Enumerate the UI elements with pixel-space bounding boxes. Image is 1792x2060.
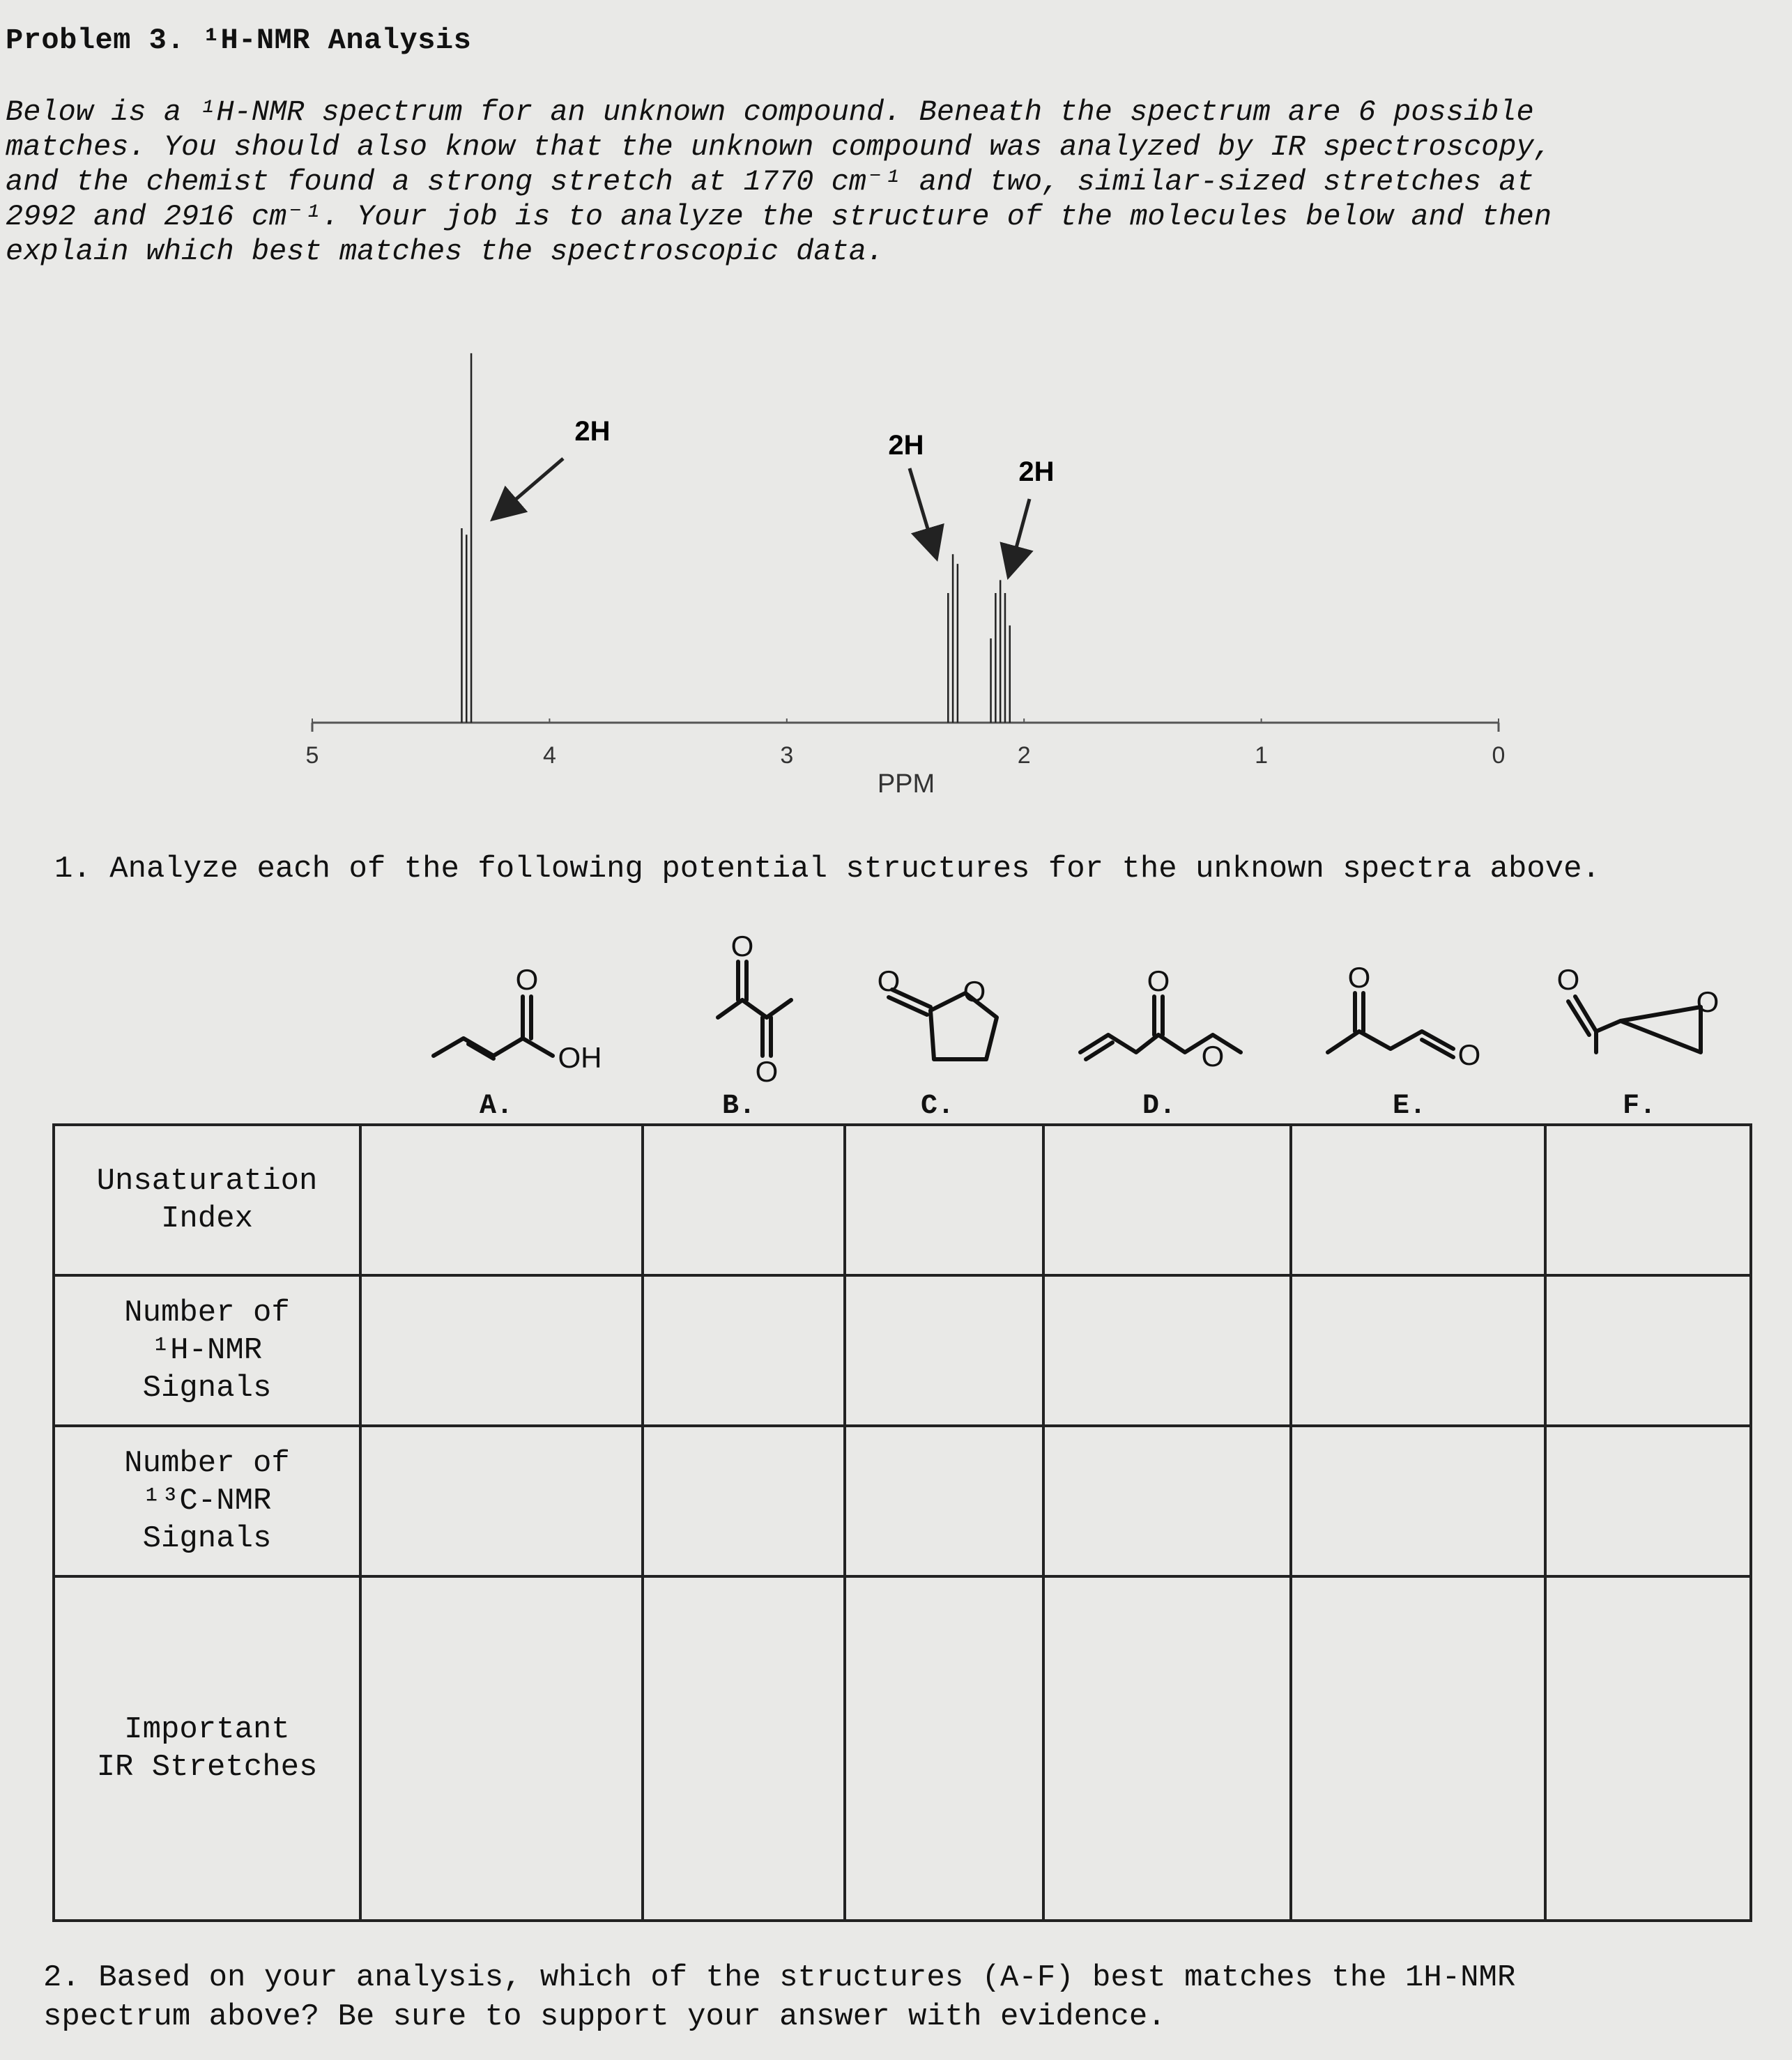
x-tick-label-5: 5 bbox=[305, 742, 319, 769]
arrow-3 bbox=[1012, 499, 1029, 563]
nmr-spectrum bbox=[0, 307, 1792, 822]
cell-ir-c[interactable] bbox=[845, 1576, 1043, 1921]
atom-e-o1: O bbox=[1347, 961, 1371, 994]
cell-hnmr-a[interactable] bbox=[360, 1275, 643, 1426]
structure-b bbox=[718, 962, 791, 1056]
structure-label-a: A. bbox=[479, 1091, 514, 1122]
x-tick-label-3: 3 bbox=[780, 742, 794, 769]
cell-hnmr-e[interactable] bbox=[1291, 1275, 1545, 1426]
structures bbox=[0, 920, 1792, 1129]
problem-title: Problem 3. ¹H-NMR Analysis bbox=[6, 24, 472, 57]
atom-a-oh: OH bbox=[558, 1041, 602, 1074]
question-2: 2. Based on your analysis, which of the structures (A-F) best matches the 1H-NMR spectrum above? Be sure to support your answer with evidence. bbox=[43, 1960, 1516, 2034]
cell-cnmr-f[interactable] bbox=[1545, 1426, 1751, 1576]
atom-b-o2: O bbox=[755, 1055, 779, 1088]
atom-c-o1: O bbox=[877, 964, 901, 997]
problem-intro: Below is a ¹H-NMR spectrum for an unknown compound. Beneath the spectrum are 6 possible matches. You should also know that the unknown compound was analyzed by IR spectroscopy, and the chemist found a strong stretch at 1770 cm⁻¹ and two, similar-sized stretches at 2992 and 2916 cm⁻¹. Your job is to analyze the structure of the molecules below and then explain which best matches the spectroscopic data. bbox=[6, 95, 1552, 268]
cell-ir-a[interactable] bbox=[360, 1576, 643, 1921]
row-header-c-nmr: Number of ¹³C-NMR Signals bbox=[54, 1426, 360, 1576]
atom-e-o2: O bbox=[1457, 1038, 1481, 1071]
arrow-2 bbox=[910, 468, 933, 545]
atom-d-o1: O bbox=[1147, 964, 1170, 997]
atom-f-o1: O bbox=[1556, 963, 1580, 996]
structure-label-d: D. bbox=[1142, 1091, 1177, 1122]
x-axis-label: PPM bbox=[877, 769, 935, 799]
atom-c-o2: O bbox=[963, 975, 986, 1008]
cell-ir-e[interactable] bbox=[1291, 1576, 1545, 1921]
cell-cnmr-a[interactable] bbox=[360, 1426, 643, 1576]
cell-cnmr-c[interactable] bbox=[845, 1426, 1043, 1576]
x-tick-label-0: 0 bbox=[1492, 742, 1506, 769]
atom-f-o2: O bbox=[1696, 985, 1720, 1018]
structure-label-e: E. bbox=[1392, 1091, 1427, 1122]
atom-d-o2: O bbox=[1201, 1040, 1225, 1073]
nmr-peak-2 bbox=[948, 554, 958, 723]
structure-f bbox=[1568, 997, 1701, 1052]
cell-ir-d[interactable] bbox=[1043, 1576, 1291, 1921]
nmr-peak-3 bbox=[991, 580, 1010, 723]
cell-unsat-d[interactable] bbox=[1043, 1125, 1291, 1275]
question-1: 1. Analyze each of the following potential structures for the unknown spectra above. bbox=[54, 852, 1600, 886]
structure-e bbox=[1328, 993, 1453, 1057]
peak-label-1: 2H bbox=[574, 416, 611, 447]
cell-ir-f[interactable] bbox=[1545, 1576, 1751, 1921]
atom-b-o1: O bbox=[730, 930, 754, 962]
cell-ir-b[interactable] bbox=[643, 1576, 845, 1921]
x-tick-label-2: 2 bbox=[1017, 742, 1031, 769]
cell-unsat-f[interactable] bbox=[1545, 1125, 1751, 1275]
row-header-h-nmr: Number of ¹H-NMR Signals bbox=[54, 1275, 360, 1426]
cell-cnmr-b[interactable] bbox=[643, 1426, 845, 1576]
structure-label-b: B. bbox=[721, 1091, 756, 1122]
cell-hnmr-c[interactable] bbox=[845, 1275, 1043, 1426]
row-header-ir: Important IR Stretches bbox=[54, 1576, 360, 1921]
atom-a-o: O bbox=[515, 963, 539, 996]
structure-a bbox=[434, 997, 553, 1059]
cell-hnmr-d[interactable] bbox=[1043, 1275, 1291, 1426]
cell-cnmr-d[interactable] bbox=[1043, 1426, 1291, 1576]
peak-label-3: 2H bbox=[1018, 456, 1055, 487]
nmr-peak-1 bbox=[461, 353, 471, 723]
row-header-unsaturation: Unsaturation Index bbox=[54, 1125, 360, 1275]
peak-label-2: 2H bbox=[888, 430, 924, 461]
arrow-1 bbox=[503, 459, 563, 510]
cell-hnmr-f[interactable] bbox=[1545, 1275, 1751, 1426]
cell-unsat-b[interactable] bbox=[643, 1125, 845, 1275]
x-tick-label-1: 1 bbox=[1255, 742, 1269, 769]
cell-unsat-c[interactable] bbox=[845, 1125, 1043, 1275]
analysis-table bbox=[52, 1123, 1752, 1922]
structure-label-f: F. bbox=[1622, 1091, 1657, 1122]
x-tick-label-4: 4 bbox=[542, 742, 556, 769]
cell-unsat-e[interactable] bbox=[1291, 1125, 1545, 1275]
cell-unsat-a[interactable] bbox=[360, 1125, 643, 1275]
cell-cnmr-e[interactable] bbox=[1291, 1426, 1545, 1576]
cell-hnmr-b[interactable] bbox=[643, 1275, 845, 1426]
structure-label-c: C. bbox=[920, 1091, 955, 1122]
